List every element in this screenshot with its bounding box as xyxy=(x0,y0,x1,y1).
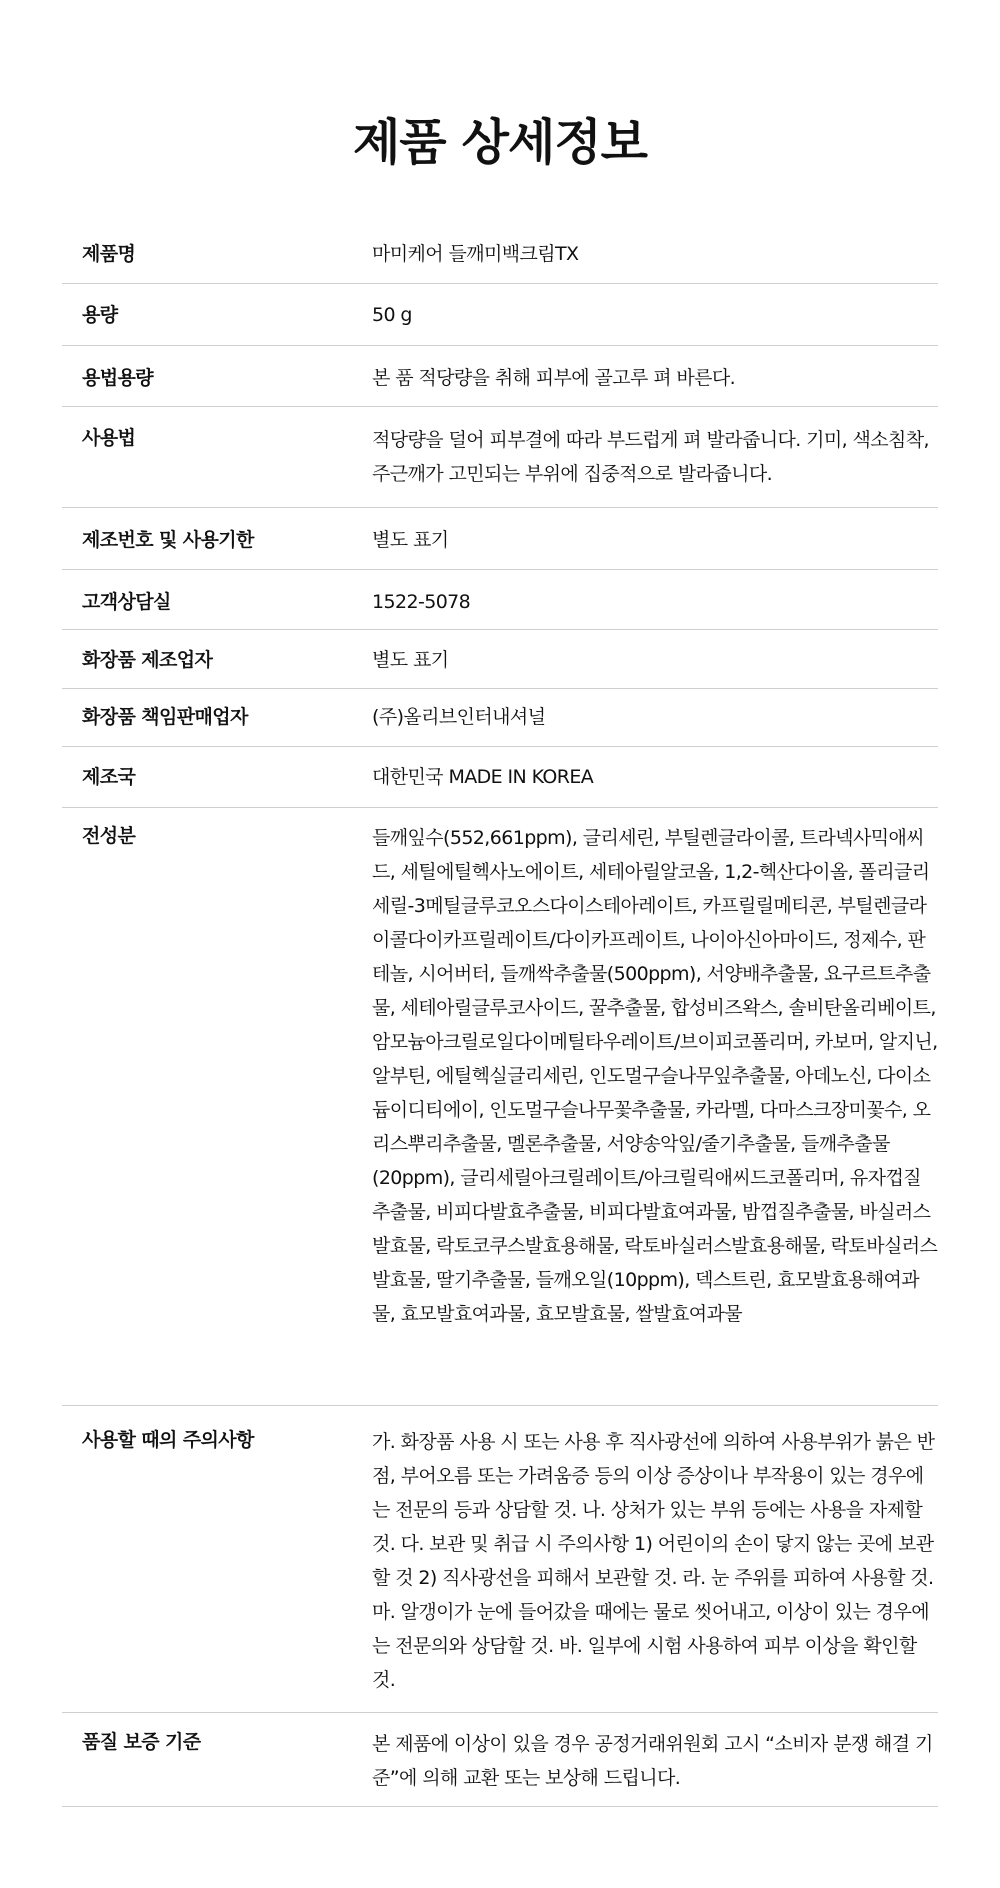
spec-value: 본 제품에 이상이 있을 경우 공정거래위원회 고시 “소비자 분쟁 해결 기준”에 의해 교환 또는 보상해 드립니다. xyxy=(372,1733,933,1789)
spec-row-quality-guarantee xyxy=(62,1713,938,1807)
spec-value: 50 g xyxy=(372,304,412,326)
spec-row-precautions xyxy=(62,1406,938,1713)
spec-value: 적당량을 덜어 피부결에 따라 부드럽게 펴 발라줍니다. 기미, 색소침착, 주근깨가 고민되는 부위에 집중적으로 발라줍니다. xyxy=(372,429,929,485)
spec-row-distributor xyxy=(62,689,938,747)
spec-label: 고객상담실 xyxy=(82,591,171,613)
spec-value: 본 품 적당량을 취해 피부에 골고루 펴 바른다. xyxy=(372,367,736,389)
spec-row-ingredients xyxy=(62,808,938,1406)
spec-value: 별도 표기 xyxy=(372,529,449,551)
spec-label: 사용법 xyxy=(82,427,136,449)
spec-label: 용량 xyxy=(82,304,118,326)
spec-label: 화장품 제조업자 xyxy=(82,649,213,671)
spec-value: 1522-5078 xyxy=(372,591,471,613)
spec-row-lot-expiry xyxy=(62,508,938,570)
spec-label: 제품명 xyxy=(82,243,136,265)
spec-row-dosage xyxy=(62,346,938,407)
spec-row-manufacturer xyxy=(62,630,938,689)
spec-label: 용법용량 xyxy=(82,367,154,389)
product-spec-table xyxy=(62,224,938,1807)
spec-value: 마미케어 들깨미백크림TX xyxy=(372,243,579,265)
spec-value: 별도 표기 xyxy=(372,649,449,671)
spec-row-product-name xyxy=(62,224,938,284)
spec-row-customer-service xyxy=(62,570,938,630)
spec-row-capacity xyxy=(62,284,938,346)
spec-label: 화장품 책임판매업자 xyxy=(82,706,248,728)
spec-label: 제조번호 및 사용기한 xyxy=(82,529,254,551)
spec-row-country xyxy=(62,747,938,808)
spec-label: 사용할 때의 주의사항 xyxy=(82,1429,254,1451)
spec-value: 들깨잎수(552,661ppm), 글리세린, 부틸렌글라이콜, 트라넥사믹애씨드, 세틸에틸헥사노에이트, 세테아릴알코올, 1,2-헥산다이올, 폴리글리세릴-3메틸글루코오스다이스테아레이트, 카프릴릴메티콘, 부틸렌글라이콜다이카프릴레이트/다이카프레이트, 나이아신아마이드, 정제수, 판테놀, 시어버터, 들깨싹추출물(500ppm), 서양배추출물, 요구르트추출물, 세테아릴글루코사이드, 꿀추출물, 합성비즈왁스, 솔비탄올리베이트, 암모늄아크릴로일다이메틸타우레이트/브이피코폴리머, 카보머, 알지닌, 알부틴, 에틸헥실글리세린, 인도멀구슬나무잎추출물, 아데노신, 다이소듐이디티에이, 인도멀구슬나무꽃추출물, 카라멜, 다마스크장미꽃수, 오리스뿌리추출물, 멜론추출물, 서양송악잎/줄기추출물, 들깨추출물(20ppm), 글리세릴아크릴레이트/아크릴릭애씨드코폴리머, 유자껍질추출물, 비피다발효추출물, 비피다발효여과물, 밤껍질추출물, 바실러스발효물, 락토코쿠스발효용해물, 락토바실러스발효용해물, 락토바실러스발효물, 딸기추출물, 들깨오일(10ppm), 덱스트린, 효모발효용해여과물, 효모발효여과물, 효모발효물, 쌀발효여과물 xyxy=(372,827,938,1325)
spec-label: 제조국 xyxy=(82,766,136,788)
spec-value: (주)올리브인터내셔널 xyxy=(372,706,546,728)
spec-row-usage xyxy=(62,407,938,508)
spec-value: 대한민국 MADE IN KOREA xyxy=(372,766,594,788)
spec-label: 품질 보증 기준 xyxy=(82,1731,201,1753)
spec-label: 전성분 xyxy=(82,825,136,847)
page-title: 제품 상세정보 xyxy=(352,114,648,171)
spec-value: 가. 화장품 사용 시 또는 사용 후 직사광선에 의하여 사용부위가 붉은 반점, 부어오름 또는 가려움증 등의 이상 증상이나 부작용이 있는 경우에는 전문의 등과 상담할 것. 나. 상처가 있는 부위 등에는 사용을 자제할 것. 다. 보관 및 취급 시 주의사항 1) 어린이의 손이 닿지 않는 곳에 보관할 것 2) 직사광선을 피해서 보관할 것. 라. 눈 주위를 피하여 사용할 것. 마. 알갱이가 눈에 들어갔을 때에는 물로 씻어내고, 이상이 있는 경우에는 전문의와 상담할 것. 바. 일부에 시험 사용하여 피부 이상을 확인할 것. xyxy=(372,1431,935,1691)
